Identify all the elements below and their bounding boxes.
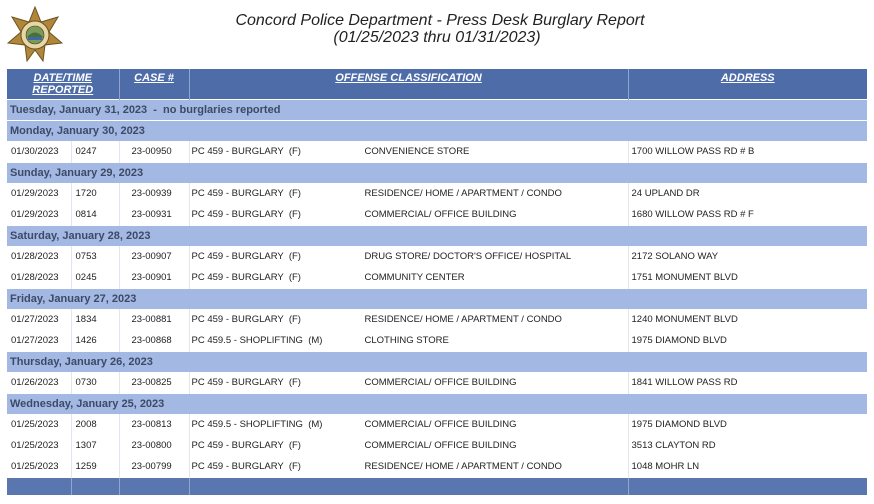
day-heading: Thursday, January 26, 2023: [7, 351, 867, 372]
record-offense: [189, 141, 628, 162]
header-offense-label: OFFENSE CLASSIFICATION: [335, 72, 482, 84]
record-time: 0245: [71, 267, 119, 288]
footer-cell: [628, 477, 867, 495]
header-offense[interactable]: [189, 69, 628, 99]
day-group-row: [7, 225, 867, 246]
footer-cell: [119, 477, 189, 495]
report-date-range: (01/25/2023 thru 01/31/2023): [333, 29, 541, 46]
record-date: 01/28/2023: [7, 267, 71, 288]
table-row[interactable]: [7, 414, 867, 435]
offense-location-type: COMMERCIAL/ OFFICE BUILDING: [364, 419, 517, 430]
header-date-time[interactable]: [7, 69, 119, 99]
table-row[interactable]: [7, 267, 867, 288]
record-address: 1751 MONUMENT BLVD: [628, 267, 867, 288]
offense-location-type: CONVENIENCE STORE: [364, 145, 470, 157]
day-heading: Wednesday, January 25, 2023: [7, 393, 867, 414]
record-case-number: 23-00907: [119, 246, 189, 267]
day-heading: Tuesday, January 31, 2023 - no burglaries reported: [7, 99, 867, 120]
record-time: 0247: [71, 141, 119, 162]
record-offense: [189, 246, 628, 267]
record-case-number: 23-00881: [119, 309, 189, 330]
table-row[interactable]: [7, 183, 867, 204]
record-offense: [189, 309, 628, 330]
table-footer-row: [7, 477, 867, 495]
record-address: 1841 WILLOW PASS RD: [628, 372, 867, 393]
day-group-row: [7, 99, 867, 120]
offense-location-type: RESIDENCE/ HOME / APARTMENT / CONDO: [364, 314, 562, 325]
record-date: 01/29/2023: [7, 204, 71, 225]
footer-cell: [189, 477, 628, 495]
record-offense: [189, 414, 628, 435]
record-time: 0730: [71, 372, 119, 393]
offense-code: PC 459 - BURGLARY (F): [191, 251, 301, 262]
header-address-label: ADDRESS: [720, 72, 775, 84]
table-row[interactable]: [7, 435, 867, 456]
record-case-number: 23-00800: [119, 435, 189, 456]
table-row[interactable]: [7, 141, 867, 162]
record-address: 1240 MONUMENT BLVD: [628, 309, 867, 330]
offense-location-type: RESIDENCE/ HOME / APARTMENT / CONDO: [364, 188, 562, 199]
report-title: Concord Police Department - Press Desk Burglary Report: [235, 12, 645, 29]
day-group-row: [7, 288, 867, 309]
record-time: 1834: [71, 309, 119, 330]
offense-code: PC 459 - BURGLARY (F): [191, 271, 301, 283]
record-case-number: 23-00939: [119, 183, 189, 204]
record-address: 1700 WILLOW PASS RD # B: [628, 141, 867, 162]
record-time: 1426: [71, 330, 119, 351]
header-reported-label: REPORTED: [32, 84, 94, 96]
record-date: 01/25/2023: [7, 456, 71, 477]
record-address: 1680 WILLOW PASS RD # F: [628, 204, 867, 225]
offense-location-type: COMMERCIAL/ OFFICE BUILDING: [364, 440, 517, 451]
record-date: 01/27/2023: [7, 330, 71, 351]
day-heading: Friday, January 27, 2023: [7, 288, 867, 309]
record-time: 0814: [71, 204, 119, 225]
offense-code: PC 459 - BURGLARY (F): [191, 376, 301, 388]
record-case-number: 23-00901: [119, 267, 189, 288]
offense-code: PC 459 - BURGLARY (F): [191, 145, 301, 157]
offense-code: PC 459.5 - SHOPLIFTING (M): [191, 419, 323, 430]
record-offense: [189, 372, 628, 393]
record-time: 2008: [71, 414, 119, 435]
record-time: 1307: [71, 435, 119, 456]
day-heading: Sunday, January 29, 2023: [7, 162, 867, 183]
table-row[interactable]: [7, 204, 867, 225]
table-row[interactable]: [7, 246, 867, 267]
offense-code: PC 459 - BURGLARY (F): [191, 188, 301, 199]
record-address: 24 UPLAND DR: [628, 183, 867, 204]
offense-code: PC 459 - BURGLARY (F): [191, 208, 301, 220]
record-address: 2172 SOLANO WAY: [628, 246, 867, 267]
day-heading: Monday, January 30, 2023: [7, 120, 867, 141]
record-time: 1720: [71, 183, 119, 204]
report-header: [0, 12, 874, 46]
burglary-report-table: [7, 69, 867, 495]
offense-location-type: RESIDENCE/ HOME / APARTMENT / CONDO: [364, 460, 562, 472]
day-group-row: [7, 120, 867, 141]
header-case-label: CASE #: [134, 72, 174, 84]
offense-location-type: CLOTHING STORE: [364, 334, 449, 346]
table-row[interactable]: [7, 330, 867, 351]
header-case[interactable]: [119, 69, 189, 99]
record-date: 01/28/2023: [7, 246, 71, 267]
offense-location-type: COMMERCIAL/ OFFICE BUILDING: [364, 376, 517, 388]
table-row[interactable]: [7, 456, 867, 477]
record-case-number: 23-00813: [119, 414, 189, 435]
record-case-number: 23-00950: [119, 141, 189, 162]
record-case-number: 23-00868: [119, 330, 189, 351]
record-date: 01/30/2023: [7, 141, 71, 162]
record-date: 01/25/2023: [7, 414, 71, 435]
offense-code: PC 459 - BURGLARY (F): [191, 460, 301, 472]
offense-code: PC 459.5 - SHOPLIFTING (M): [191, 334, 323, 346]
record-address: 1975 DIAMOND BLVD: [628, 414, 867, 435]
table-header-row: [7, 69, 867, 99]
record-offense: [189, 435, 628, 456]
record-address: 1048 MOHR LN: [628, 456, 867, 477]
day-group-row: [7, 351, 867, 372]
record-case-number: 23-00799: [119, 456, 189, 477]
record-offense: [189, 204, 628, 225]
offense-code: PC 459 - BURGLARY (F): [191, 314, 301, 325]
footer-cell: [71, 477, 119, 495]
record-offense: [189, 267, 628, 288]
record-case-number: 23-00931: [119, 204, 189, 225]
day-heading: Saturday, January 28, 2023: [7, 225, 867, 246]
offense-location-type: DRUG STORE/ DOCTOR'S OFFICE/ HOSPITAL: [364, 251, 572, 262]
record-offense: [189, 456, 628, 477]
table-row[interactable]: [7, 309, 867, 330]
report-body: [7, 99, 867, 495]
record-date: 01/25/2023: [7, 435, 71, 456]
record-offense: [189, 330, 628, 351]
record-time: 0753: [71, 246, 119, 267]
record-time: 1259: [71, 456, 119, 477]
record-offense: [189, 183, 628, 204]
record-address: 3513 CLAYTON RD: [628, 435, 867, 456]
table-row[interactable]: [7, 372, 867, 393]
day-group-row: [7, 162, 867, 183]
record-date: 01/27/2023: [7, 309, 71, 330]
header-address[interactable]: [628, 69, 867, 99]
footer-cell: [7, 477, 71, 495]
header-date-time-label: DATE/TIME: [33, 72, 92, 84]
record-date: 01/26/2023: [7, 372, 71, 393]
day-group-row: [7, 393, 867, 414]
record-case-number: 23-00825: [119, 372, 189, 393]
record-date: 01/29/2023: [7, 183, 71, 204]
record-address: 1975 DIAMOND BLVD: [628, 330, 867, 351]
offense-location-type: COMMUNITY CENTER: [364, 271, 465, 283]
offense-code: PC 459 - BURGLARY (F): [191, 440, 301, 451]
offense-location-type: COMMERCIAL/ OFFICE BUILDING: [364, 208, 517, 220]
